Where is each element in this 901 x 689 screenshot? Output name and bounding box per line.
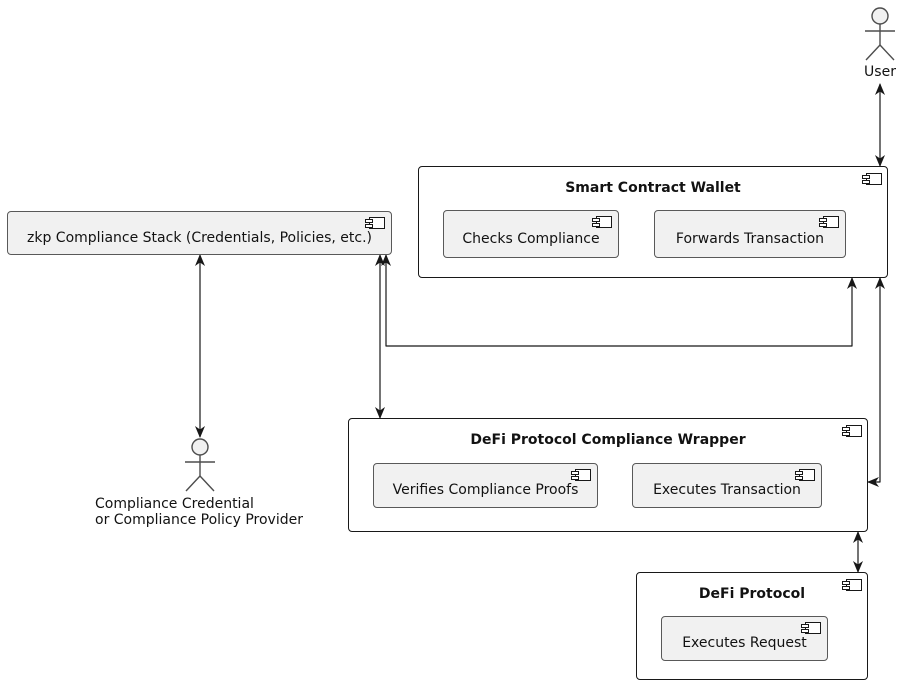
component-icon (364, 216, 386, 231)
edge-wallet-wrapper (868, 278, 880, 482)
component-checks-compliance (443, 210, 619, 258)
provider-actor-label (95, 496, 303, 528)
component-icon (794, 468, 816, 483)
component-forwards-transaction (654, 210, 846, 258)
provider-actor-icon (180, 435, 220, 493)
container-defi-wrapper (348, 418, 868, 532)
container-title: Smart Contract Wallet (565, 180, 741, 196)
user-actor-label: User (864, 64, 896, 80)
component-label: Executes Request (682, 635, 807, 651)
user-actor-icon (860, 4, 900, 64)
component-verifies-proofs (373, 463, 598, 508)
component-icon (570, 468, 592, 483)
container-smart-contract-wallet (418, 166, 888, 278)
provider-label-line2: or Compliance Policy Provider (95, 512, 303, 528)
component-zkp-stack (7, 211, 392, 255)
component-icon (591, 215, 613, 230)
component-icon (818, 215, 840, 230)
component-label: Checks Compliance (462, 230, 600, 247)
container-defi-protocol (636, 572, 868, 680)
component-label: Verifies Compliance Proofs (392, 482, 579, 498)
component-icon (800, 621, 822, 636)
provider-actor (95, 435, 303, 535)
component-label: Executes Transaction (653, 482, 801, 498)
component-executes-transaction (632, 463, 822, 508)
container-title: DeFi Protocol Compliance Wrapper (470, 432, 746, 448)
container-title: DeFi Protocol (698, 586, 806, 602)
component-label: zkp Compliance Stack (Credentials, Policies, etc.) (27, 229, 372, 246)
component-executes-request (661, 616, 828, 661)
provider-label-line1: Compliance Credential (95, 496, 254, 512)
user-actor (860, 4, 900, 82)
component-label: Forwards Transaction (675, 230, 825, 247)
